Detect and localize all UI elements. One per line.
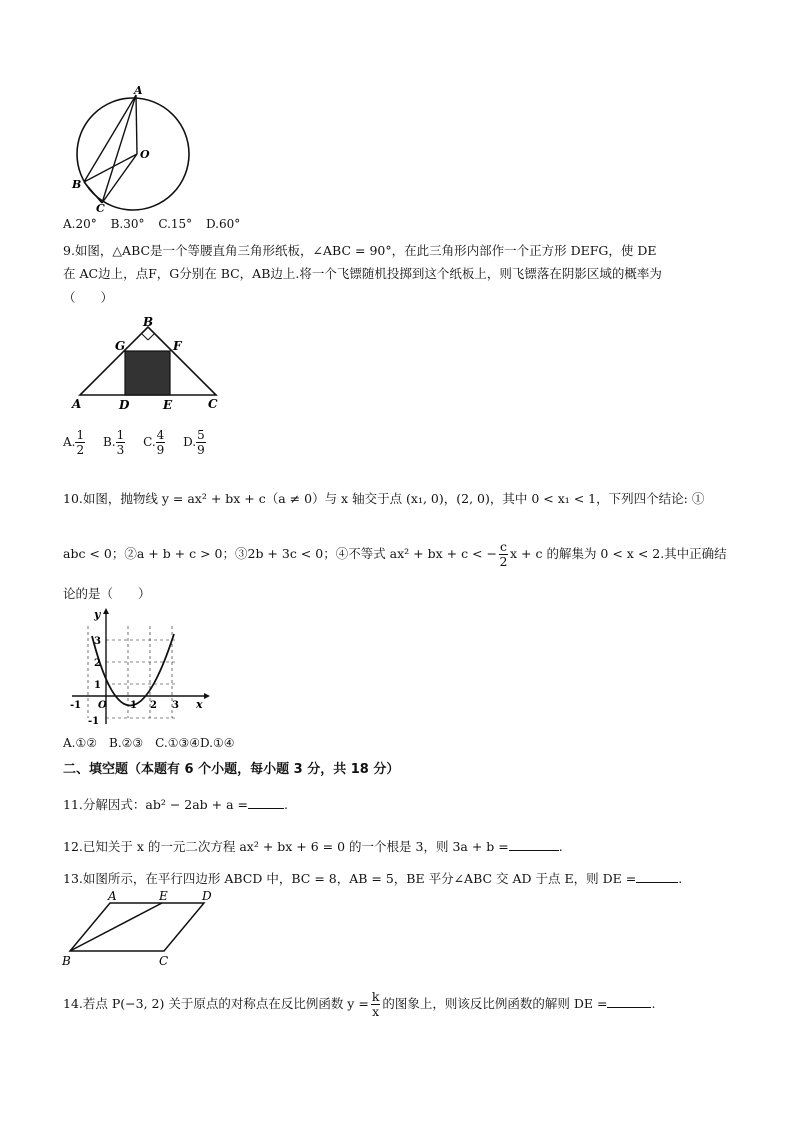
- q12: 12.已知关于 x 的一元二次方程 ax² + bx + 6 = 0 的一个根是 3，则 3a + b = .: [63, 839, 563, 854]
- q8-option-b: B.30°: [110, 217, 145, 231]
- label-O: O: [140, 148, 150, 161]
- tick-y-neg1: -1: [88, 716, 100, 727]
- shaded-square: [125, 351, 170, 395]
- label-B: B: [143, 315, 154, 329]
- label-C: C: [96, 202, 105, 214]
- circle-figure: [70, 86, 200, 214]
- label-D: D: [202, 890, 212, 903]
- q11: 11.分解因式：ab² − 2ab + a = .: [63, 797, 288, 812]
- triangle-figure: [66, 314, 226, 414]
- tick-x-neg1: -1: [70, 700, 82, 711]
- q10-options: A.①② B.②③ C.①③④D.①④: [63, 736, 235, 750]
- q9-option-d: D. $\frac{5}{9}$: [183, 428, 205, 457]
- parabola-graph: [66, 606, 211, 730]
- tick-x3: 3: [172, 700, 179, 711]
- label-A: A: [108, 890, 117, 903]
- q10-line3: 论的是（ ）: [63, 586, 151, 601]
- label-origin: O: [98, 700, 107, 711]
- label-A: A: [72, 397, 82, 411]
- label-E: E: [163, 398, 173, 412]
- tick-x2: 2: [150, 700, 157, 711]
- q9-line2: 在 AC边上，点F，G分别在 BC，AB边上.将一个飞镖随机投掷到这个纸板上，则飞镖落在阴影区域的概率为: [63, 266, 662, 281]
- q8-option-a: A.20°: [63, 217, 97, 231]
- q10-line1: 10.如图，抛物线 y = ax² + bx + c（a ≠ 0）与 x 轴交于点 (x₁, 0)，(2, 0)，其中 0 < x₁ < 1，下列四个结论: ①: [63, 491, 705, 506]
- q13: 13.如图所示，在平行四边形 ABCD 中，BC = 8，AB = 5，BE 平分∠ABC 交 AD 于点 E，则 DE = .: [63, 871, 683, 886]
- tick-y3: 3: [94, 636, 101, 647]
- label-G: G: [115, 339, 126, 353]
- label-C: C: [159, 954, 169, 968]
- section-fill-blank-heading: 二、填空题（本题有 6 个小题，每小题 3 分，共 18 分）: [63, 762, 400, 777]
- q9-option-a: A. $\frac{1}{2}$: [63, 428, 85, 457]
- tick-y2: 2: [94, 658, 101, 669]
- q14: 14.若点 P(−3, 2) 关于原点的对称点在反比例函数 y = $\frac{k}{x}$ 的图象上，则该反比例函数的解则 DE = .: [63, 989, 656, 1019]
- q10-line2: abc < 0；②a + b + c > 0；③2b + 3c < 0；④不等式 ax² + bx + c < − $\frac{c}{2}$ x + c 的解集为 0 < x < 2.其中正确结: [63, 539, 727, 569]
- q8-option-d: D.60°: [205, 217, 241, 231]
- label-A: A: [134, 86, 143, 97]
- label-B: B: [72, 178, 82, 191]
- label-x: x: [196, 698, 203, 711]
- q9-option-c: C. $\frac{4}{9}$: [143, 428, 165, 457]
- label-E: E: [159, 890, 168, 903]
- label-F: F: [173, 339, 182, 353]
- label-C: C: [208, 397, 218, 411]
- q9-option-b: B. $\frac{1}{3}$: [102, 428, 125, 457]
- parabola-curve: [92, 634, 174, 706]
- label-y: y: [94, 608, 101, 621]
- q9-line1: 9.如图，△ABC是一个等腰直角三角形纸板，∠ABC = 90°，在此三角形内部作一个正方形 DEFG，使 DE: [63, 243, 657, 258]
- parallelogram-figure: [58, 890, 226, 970]
- q9-line3: （ ）: [63, 290, 114, 305]
- answer-blank[interactable]: [509, 838, 559, 851]
- tick-x1: 1: [130, 700, 137, 711]
- q8-options: [63, 215, 250, 233]
- answer-blank[interactable]: [636, 870, 678, 883]
- tick-y1: 1: [94, 680, 101, 691]
- answer-blank[interactable]: [607, 995, 651, 1008]
- label-B: B: [62, 954, 71, 968]
- q9-options: [63, 428, 206, 457]
- label-D: D: [119, 398, 130, 412]
- answer-blank[interactable]: [248, 796, 284, 809]
- q8-option-c: C.15°: [158, 217, 193, 231]
